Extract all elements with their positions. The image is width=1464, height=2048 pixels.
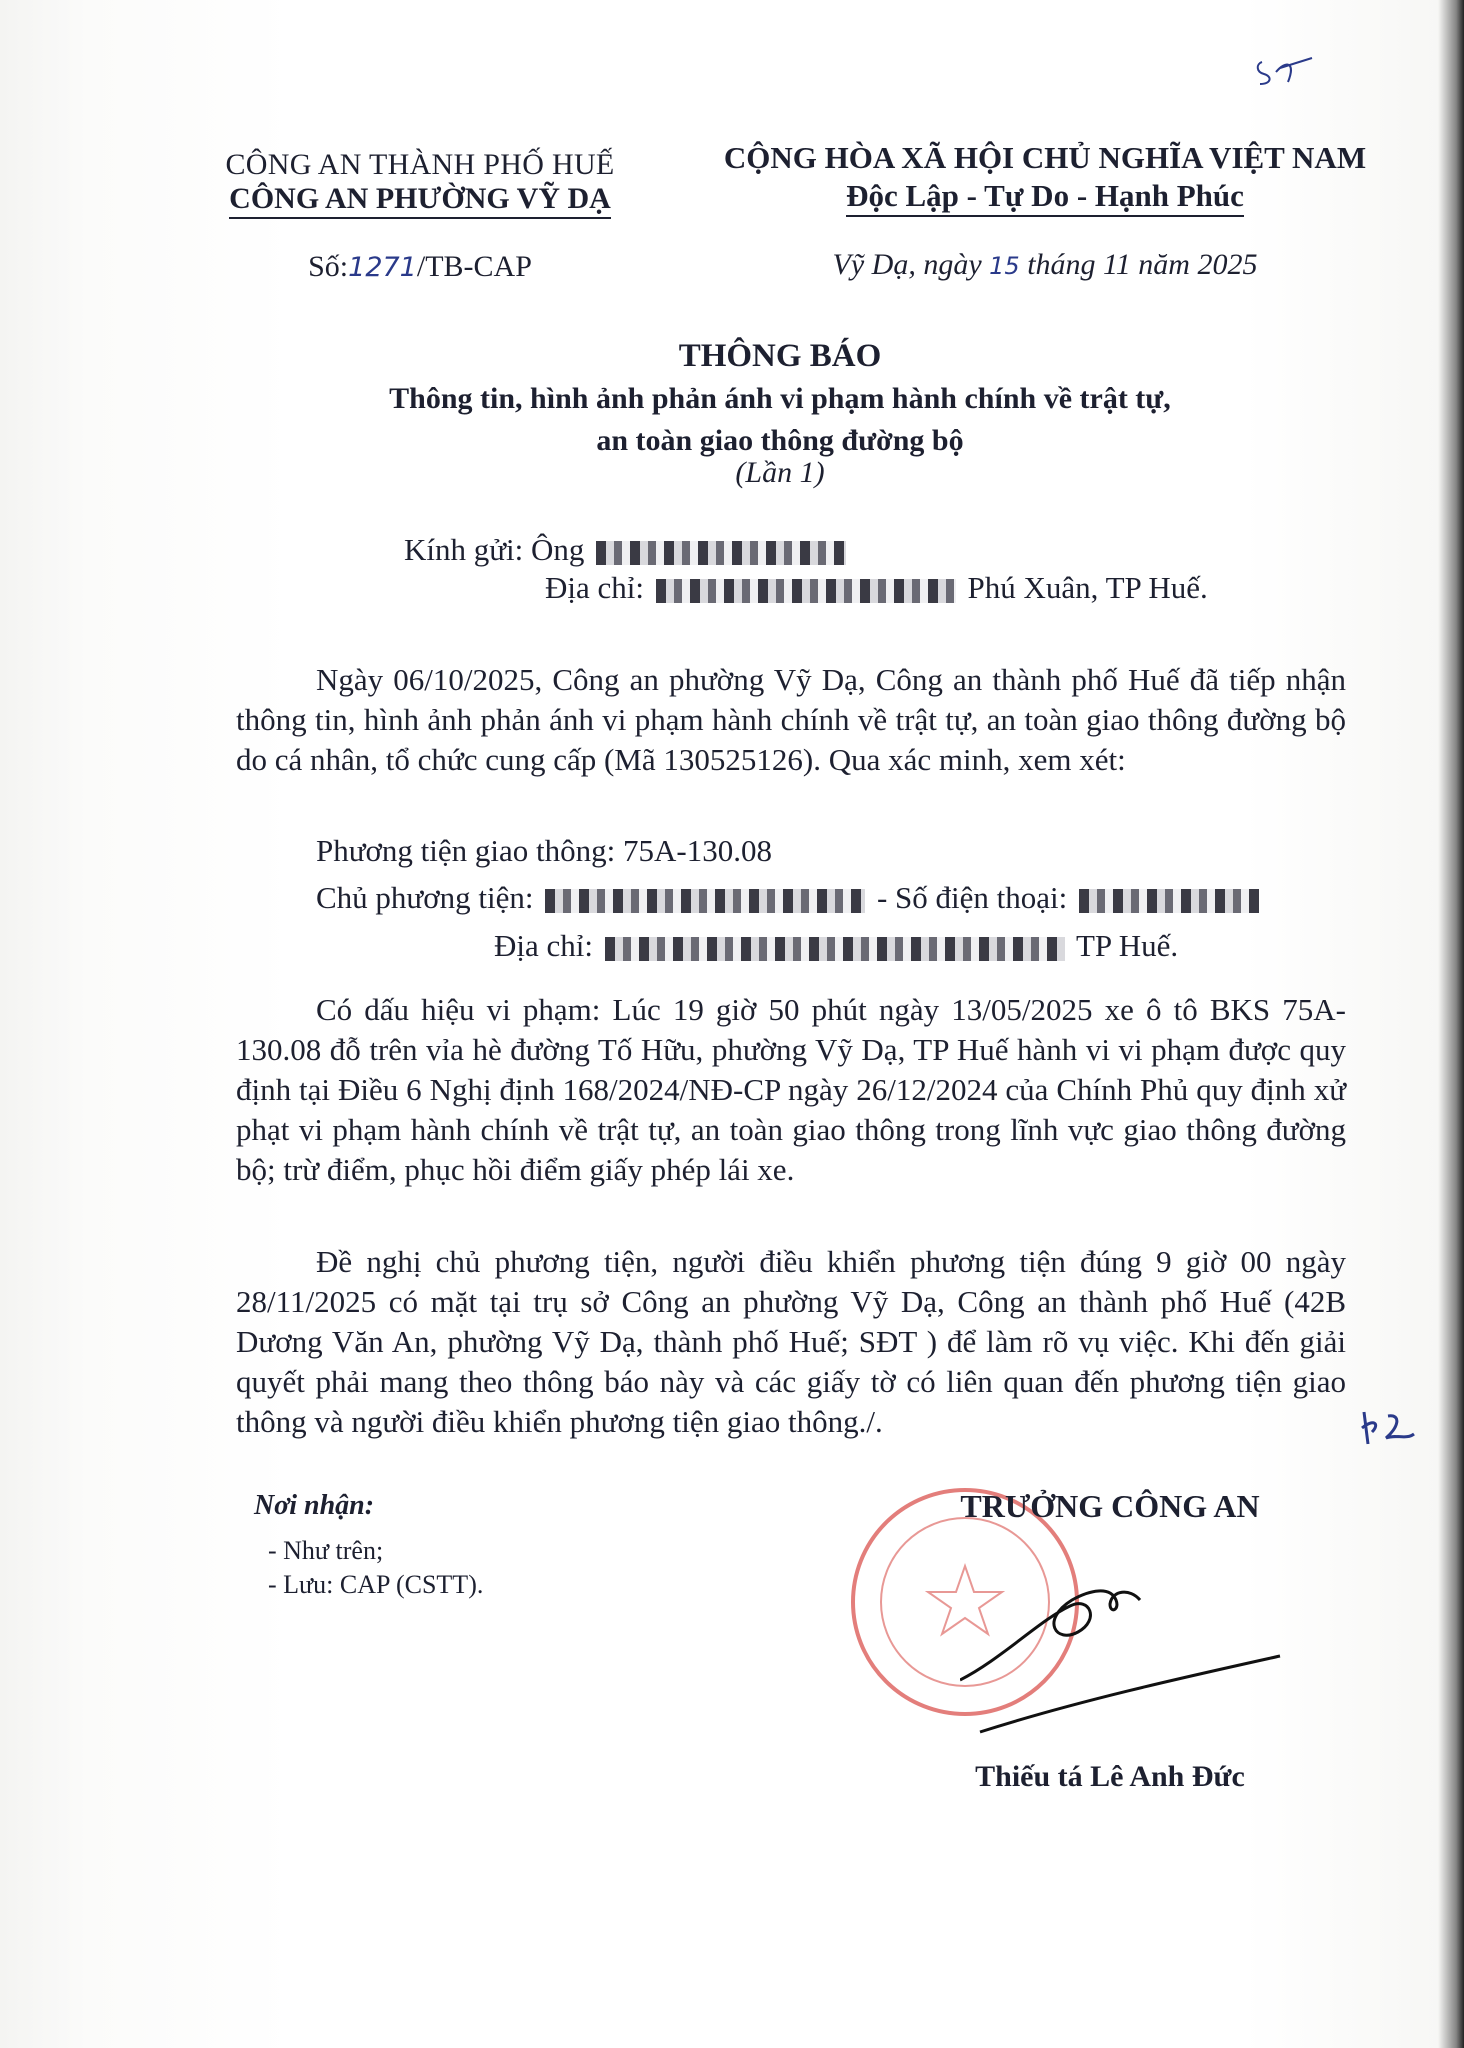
date-rest: tháng 11 năm 2025 (1019, 248, 1258, 281)
attempt-label: (Lần 1) (735, 456, 825, 489)
signature-title: TRƯỞNG CÔNG AN (960, 1488, 1260, 1524)
owner-address-label: Địa chỉ: (494, 928, 593, 963)
recipient-label: Kính gửi: Ông (404, 532, 585, 567)
reference-number-handwritten: 1271 (348, 252, 417, 283)
handwritten-initials-icon (1358, 1404, 1418, 1452)
recipient-address-visible: Phú Xuân, TP Huế. (967, 570, 1208, 605)
date-prefix: Vỹ Dạ, ngày (832, 248, 990, 281)
paragraph-3-text: Đề nghị chủ phương tiện, người điều khiển phương tiện đúng 9 giờ 00 ngày 28/11/2025 có mặt tại trụ sở Công an phường Vỹ Dạ, Công an thành phố Huế (42B Dương Văn An, phường Vỹ Dạ, thành phố Huế; SĐT ) để làm rõ vụ việc. Khi đến giải quyết phải mang theo thông báo này và các giấy tờ có liên quan đến phương tiện giao thông và người điều khiển phương tiện giao thông./. (236, 1244, 1346, 1439)
agency-name-text: CÔNG AN PHƯỜNG VỸ DẠ (229, 182, 611, 219)
vehicle-line: Phương tiện giao thông: 75A-130.08 (316, 833, 772, 868)
redacted-address (656, 579, 956, 603)
reference-suffix: /TB-CAP (416, 250, 532, 283)
owner-label: Chủ phương tiện: (316, 880, 534, 915)
handwritten-signature-icon (960, 1560, 1290, 1740)
redacted-owner (545, 889, 865, 913)
body-paragraph-2 (236, 990, 1346, 1190)
country-name: CỘNG HÒA XÃ HỘI CHỦ NGHĨA VIỆT NAM (723, 140, 1367, 175)
page-edge-shadow (1438, 0, 1464, 2048)
redacted-name (596, 541, 846, 565)
paragraph-2-text: Có dấu hiệu vi phạm: Lúc 19 giờ 50 phút ngày 13/05/2025 xe ô tô BKS 75A-130.08 đỗ trên vỉa hè đường Tố Hữu, phường Vỹ Dạ, TP Huế hành vi vi phạm được quy định tại Điều 6 Nghị định 168/2024/NĐ-CP ngày 26/12/2024 của Chính Phủ quy định xử phạt vi phạm hành chính về trật tự, an toàn giao thông trong lĩnh vực giao thông đường bộ; trừ điểm, phục hồi điểm giấy phép lái xe. (236, 992, 1346, 1187)
body-paragraph-3 (236, 1242, 1346, 1442)
handwritten-page-mark-icon (1252, 52, 1322, 92)
recipient-line (404, 532, 850, 568)
date-day-handwritten: 15 (989, 252, 1020, 280)
owner-address-visible: TP Huế. (1075, 928, 1179, 963)
document-title: THÔNG BÁO (678, 338, 882, 374)
paragraph-1-text: Ngày 06/10/2025, Công an phường Vỹ Dạ, Công an thành phố Huế đã tiếp nhận thông tin, hình ảnh phản ánh vi phạm hành chính về trật tự, an toàn giao thông đường bộ do cá nhân, tổ chức cung cấp (Mã 130525126). Qua xác minh, xem xét: (236, 662, 1346, 777)
document-date (690, 248, 1400, 282)
recipient-address-label: Địa chỉ: (545, 570, 644, 605)
motto (690, 178, 1400, 214)
body-paragraph-1 (236, 660, 1346, 780)
reference-number (180, 250, 660, 284)
recipients-label: Nơi nhận: (254, 1490, 375, 1521)
subtitle-line-2: an toàn giao thông đường bộ (596, 424, 964, 457)
owner-line (316, 880, 1263, 916)
owner-address-line (494, 928, 1178, 964)
recipients-item-2: - Lưu: CAP (CSTT). (268, 1570, 484, 1599)
document-subtitle (180, 378, 1380, 462)
redacted-phone (1079, 889, 1259, 913)
agency-parent: CÔNG AN THÀNH PHỐ HUẾ (225, 148, 615, 181)
signer-name: Thiếu tá Lê Anh Đức (975, 1760, 1245, 1793)
redacted-owner-address (605, 937, 1065, 961)
phone-label: - Số điện thoại: (876, 880, 1068, 915)
reference-prefix: Số: (308, 250, 349, 283)
subtitle-line-1: Thông tin, hình ảnh phản ánh vi phạm hành chính về trật tự, (389, 382, 1171, 415)
recipients-item-1: - Như trên; (268, 1536, 384, 1565)
motto-text: Độc Lập - Tự Do - Hạnh Phúc (846, 178, 1244, 217)
agency-name (180, 182, 660, 216)
recipient-address (545, 570, 1208, 606)
